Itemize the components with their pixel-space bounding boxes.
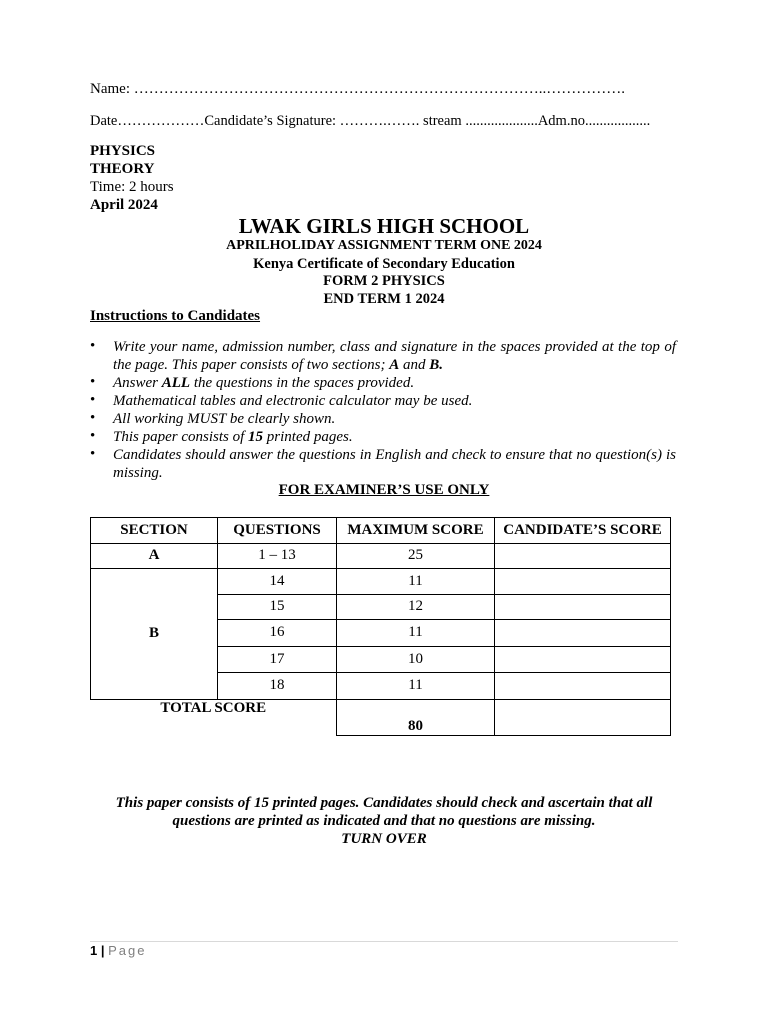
- certificate-title: Kenya Certificate of Secondary Education: [253, 256, 515, 272]
- questions-cell: 14: [218, 569, 337, 595]
- table-row: [91, 569, 671, 595]
- term-title: END TERM 1 2024: [323, 291, 445, 307]
- instruction-item: • Mathematical tables and electronic calculator may be used.: [90, 392, 473, 409]
- instruction-item: • Answer ALL the questions in the spaces provided.: [90, 374, 415, 391]
- max-score-cell: 25: [337, 543, 495, 569]
- bullet-icon: •: [90, 392, 96, 408]
- questions-cell: 1 – 13: [218, 543, 337, 569]
- column-header: QUESTIONS: [218, 518, 337, 544]
- assignment-title: APRILHOLIDAY ASSIGNMENT TERM ONE 2024: [226, 238, 542, 253]
- date-signature-line: Date………………Candidate’s Signature: ……….……. stream ....................Adm.no..................: [90, 113, 651, 129]
- instruction-item: • All working MUST be clearly shown.: [90, 410, 336, 427]
- paper-label: THEORY: [90, 161, 155, 177]
- turn-over: TURN OVER: [341, 831, 427, 847]
- questions-cell: 16: [218, 620, 337, 647]
- candidate-score-cell[interactable]: [495, 569, 671, 595]
- max-score-cell: 11: [337, 569, 495, 595]
- bullet-icon: •: [90, 338, 96, 354]
- table-row: [91, 543, 671, 569]
- bullet-icon: •: [90, 374, 96, 390]
- bullet-icon: •: [90, 410, 96, 426]
- instructions-list: [90, 338, 676, 482]
- questions-cell: 17: [218, 646, 337, 673]
- form-title: FORM 2 PHYSICS: [323, 273, 445, 289]
- column-header: SECTION: [91, 518, 218, 544]
- section-b-cell: B: [91, 569, 218, 700]
- instruction-item: • Candidates should answer the questions in English and check to ensure that no question(s) is missing.: [90, 446, 676, 481]
- date-label: April 2024: [90, 197, 158, 213]
- total-candidate-cell[interactable]: [495, 699, 671, 735]
- candidate-score-cell[interactable]: [495, 543, 671, 569]
- instructions-heading: Instructions to Candidates: [90, 308, 261, 324]
- questions-cell: 15: [218, 594, 337, 620]
- examiner-heading: FOR EXAMINER’S USE ONLY: [278, 482, 490, 498]
- name-line: Name: ………………………………………………………………………..…………….: [90, 81, 625, 97]
- notice-line-2: questions are printed as indicated and that no questions are missing.: [172, 813, 596, 829]
- time-label: Time: 2 hours: [90, 179, 174, 195]
- bullet-icon: •: [90, 428, 96, 444]
- total-max-cell: 80: [337, 699, 495, 735]
- max-score-cell: 12: [337, 594, 495, 620]
- candidate-score-cell[interactable]: [495, 594, 671, 620]
- candidate-score-cell[interactable]: [495, 673, 671, 700]
- candidate-score-cell[interactable]: [495, 620, 671, 647]
- candidate-score-cell[interactable]: [495, 646, 671, 673]
- column-header: MAXIMUM SCORE: [337, 518, 495, 544]
- page-footer: [90, 943, 147, 958]
- subject-label: PHYSICS: [90, 143, 156, 159]
- total-row: [91, 699, 671, 735]
- page-number: 1: [90, 943, 98, 958]
- max-score-cell: 10: [337, 646, 495, 673]
- footer-divider: [90, 941, 678, 942]
- footer-separator: |: [100, 943, 105, 958]
- column-header: CANDIDATE’S SCORE: [495, 518, 671, 544]
- score-table: [90, 517, 671, 736]
- max-score-cell: 11: [337, 620, 495, 647]
- section-a-cell: A: [91, 543, 218, 569]
- page-label: Page: [108, 943, 147, 958]
- bullet-icon: •: [90, 446, 96, 462]
- notice-line-1: This paper consists of 15 printed pages. Candidates should check and ascertain that all: [115, 795, 653, 811]
- questions-cell: 18: [218, 673, 337, 700]
- school-title: LWAK GIRLS HIGH SCHOOL: [238, 214, 530, 238]
- instruction-item: • This paper consists of 15 printed pages.: [90, 428, 353, 445]
- max-score-cell: 11: [337, 673, 495, 700]
- total-score-label: TOTAL SCORE: [160, 699, 267, 716]
- table-header-row: [91, 518, 671, 544]
- instruction-item: • Write your name, admission number, class and signature in the spaces provided at the top of the page. This paper consists of two sections; A and B.: [90, 338, 676, 373]
